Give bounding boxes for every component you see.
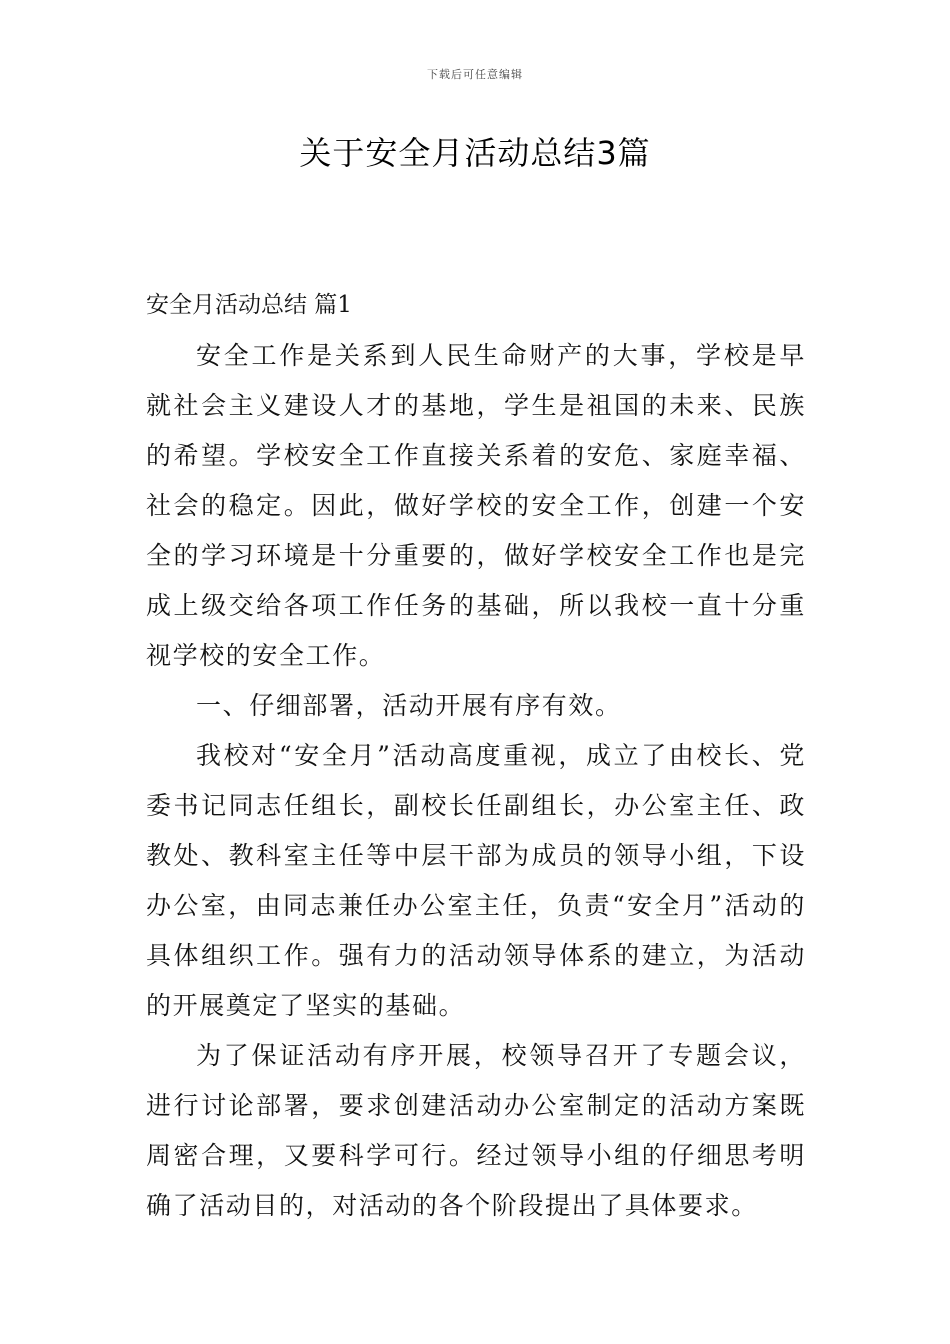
header-note: 下载后可任意编辑 xyxy=(427,68,523,81)
document-body xyxy=(146,331,806,1231)
paragraph: 安全工作是关系到人民生命财产的大事，学校是早就社会主义建设人才的基地，学生是祖国的未来、民族的希望。学校安全工作直接关系着的安危、家庭幸福、社会的稳定。因此，做好学校的安全工作，创建一个安全的学习环境是十分重要的，做好学校安全工作也是完成上级交给各项工作任务的基础，所以我校一直十分重视学校的安全工作。 xyxy=(146,341,806,670)
document-title: 关于安全月活动总结3篇 xyxy=(299,134,651,172)
paragraph: 一、仔细部署，活动开展有序有效。 xyxy=(196,691,622,720)
section-heading: 安全月活动总结 篇1 xyxy=(146,292,352,318)
paragraph: 为了保证活动有序开展，校领导召开了专题会议，进行讨论部署，要求创建活动办公室制定的活动方案既周密合理，又要科学可行。经过领导小组的仔细思考明确了活动目的，对活动的各个阶段提出了具体要求。 xyxy=(146,1041,806,1220)
paragraph: 我校对“安全月”活动高度重视，成立了由校长、党委书记同志任组长，副校长任副组长，办公室主任、政教处、教科室主任等中层干部为成员的领导小组，下设办公室，由同志兼任办公室主任，负责“安全月”活动的具体组织工作。强有力的活动领导体系的建立，为活动的开展奠定了坚实的基础。 xyxy=(146,741,806,1020)
